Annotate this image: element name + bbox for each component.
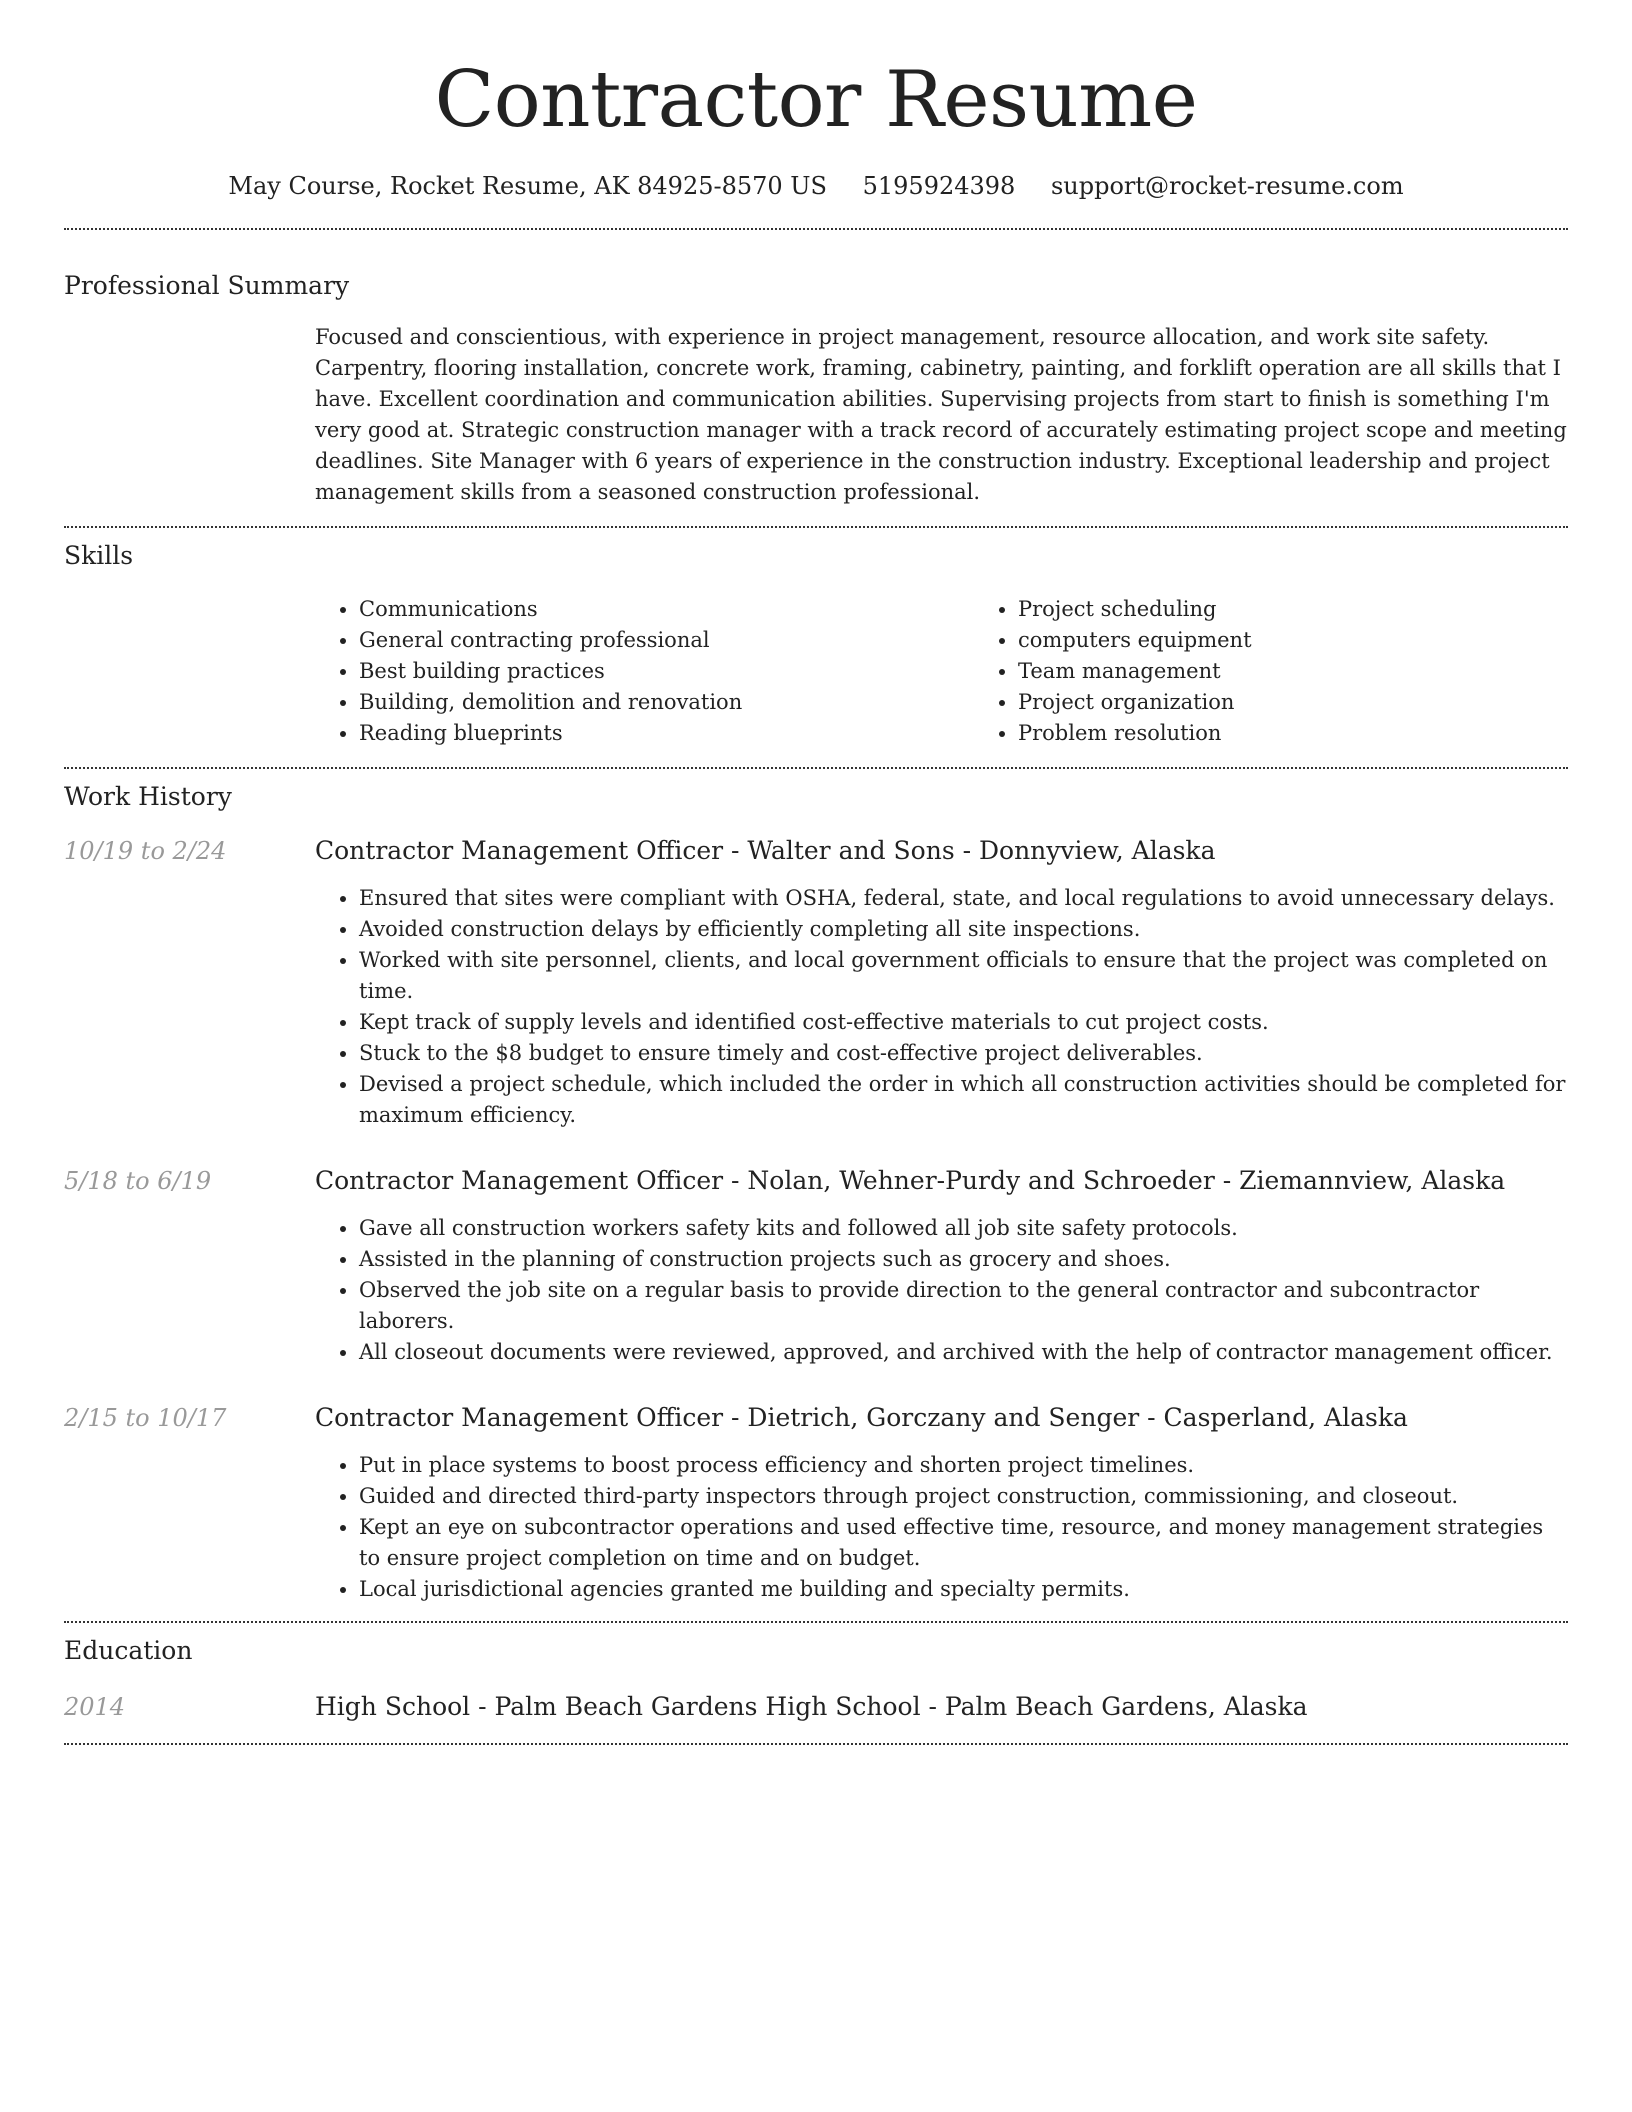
skill-item: • Project scheduling [1018, 594, 1632, 625]
contact-phone: 5195924398 [862, 172, 1016, 200]
skill-item: • Reading blueprints [359, 718, 974, 749]
job-bullet: • Devised a project schedule, which included the order in which all construction activities should be completed for maximum efficiency. [359, 1069, 1568, 1131]
job-bullet: • Assisted in the planning of construction projects such as grocery and shoes. [359, 1244, 1568, 1275]
job-bullets [315, 1450, 1568, 1605]
skill-item: • Building, demolition and renovation [359, 687, 974, 718]
education-heading: Education [64, 1636, 193, 1665]
divider [64, 526, 1568, 528]
divider [64, 1621, 1568, 1623]
resume-header [64, 0, 1568, 202]
skill-item: • Project organization [1018, 687, 1632, 718]
education-date: 2014 [64, 1693, 126, 1721]
job-bullet: • Stuck to the $8 budget to ensure timely and cost-effective project deliverables. [359, 1038, 1568, 1069]
job-entry [64, 1165, 1568, 1368]
job-date: 2/15 to 10/17 [64, 1404, 227, 1432]
job-entry [64, 835, 1568, 1131]
skill-item: • Problem resolution [1018, 718, 1632, 749]
job-bullet: • Observed the job site on a regular basis to provide direction to the general contractor and subcontractor laborers. [359, 1275, 1568, 1337]
summary-heading: Professional Summary [64, 271, 350, 300]
job-date: 5/18 to 6/19 [64, 1167, 212, 1195]
divider [64, 767, 1568, 769]
education-section [64, 1635, 1568, 1723]
job-title: Contractor Management Officer - Nolan, Wehner-Purdy and Schroeder - Ziemannview, Alaska [315, 1166, 1506, 1195]
divider [64, 1743, 1568, 1745]
skills-heading: Skills [64, 541, 134, 570]
skill-item: • computers equipment [1018, 625, 1632, 656]
job-bullet: • Gave all construction workers safety kits and followed all job site safety protocols. [359, 1213, 1568, 1244]
job-bullet: • Put in place systems to boost process efficiency and shorten project timelines. [359, 1450, 1568, 1481]
job-bullet: • Kept track of supply levels and identified cost-effective materials to cut project costs. [359, 1007, 1568, 1038]
job-title: Contractor Management Officer - Dietrich, Gorczany and Senger - Casperland, Alaska [315, 1403, 1408, 1432]
work-section [64, 781, 1568, 1605]
skill-item: • Best building practices [359, 656, 974, 687]
job-bullet: • Avoided construction delays by efficiently completing all site inspections. [359, 914, 1568, 945]
divider [64, 228, 1568, 230]
skill-item: • General contracting professional [359, 625, 974, 656]
skills-list-left [315, 594, 974, 749]
job-bullet: • Ensured that sites were compliant with OSHA, federal, state, and local regulations to avoid unnecessary delays. [359, 883, 1568, 914]
job-entry [64, 1402, 1568, 1605]
skills-section [64, 540, 1568, 749]
summary-section [64, 270, 1568, 508]
resume-title: Contractor Resume [434, 55, 1198, 145]
job-bullet: • Local jurisdictional agencies granted me building and specialty permits. [359, 1574, 1568, 1605]
job-bullet: • Worked with site personnel, clients, and local government officials to ensure that the project was completed on time. [359, 945, 1568, 1007]
job-bullets [315, 1213, 1568, 1368]
job-date: 10/19 to 2/24 [64, 837, 227, 865]
job-bullet: • Guided and directed third-party inspectors through project construction, commissioning, and closeout. [359, 1481, 1568, 1512]
job-bullets [315, 883, 1568, 1131]
work-heading: Work History [64, 782, 232, 811]
contact-address: May Course, Rocket Resume, AK 84925-8570 US [228, 172, 827, 200]
skill-item: • Communications [359, 594, 974, 625]
job-bullet: • All closeout documents were reviewed, approved, and archived with the help of contractor management officer. [359, 1337, 1568, 1368]
summary-text: Focused and conscientious, with experience in project management, resource allocation, and work site safety. Carpentry, flooring installation, concrete work, framing, cabinetry, painting, and forklift operation are all skills that I have. Excellent coordination and communication abilities. Supervising projects from start to finish is something I'm very good at. Strategic construction manager with a track record of accurately estimating project scope and meeting deadlines. Site Manager with 6 years of experience in the construction industry. Exceptional leadership and project management skills from a seasoned construction professional. [315, 325, 1567, 504]
contact-line [64, 170, 1568, 202]
education-entry: High School - Palm Beach Gardens High School - Palm Beach Gardens, Alaska [315, 1692, 1308, 1721]
skills-list-right [974, 594, 1632, 749]
job-title: Contractor Management Officer - Walter and Sons - Donnyview, Alaska [315, 836, 1216, 865]
skill-item: • Team management [1018, 656, 1632, 687]
contact-email: support@rocket-resume.com [1050, 172, 1404, 200]
job-bullet: • Kept an eye on subcontractor operations and used effective time, resource, and money management strategies to ensure project completion on time and on budget. [359, 1512, 1568, 1574]
